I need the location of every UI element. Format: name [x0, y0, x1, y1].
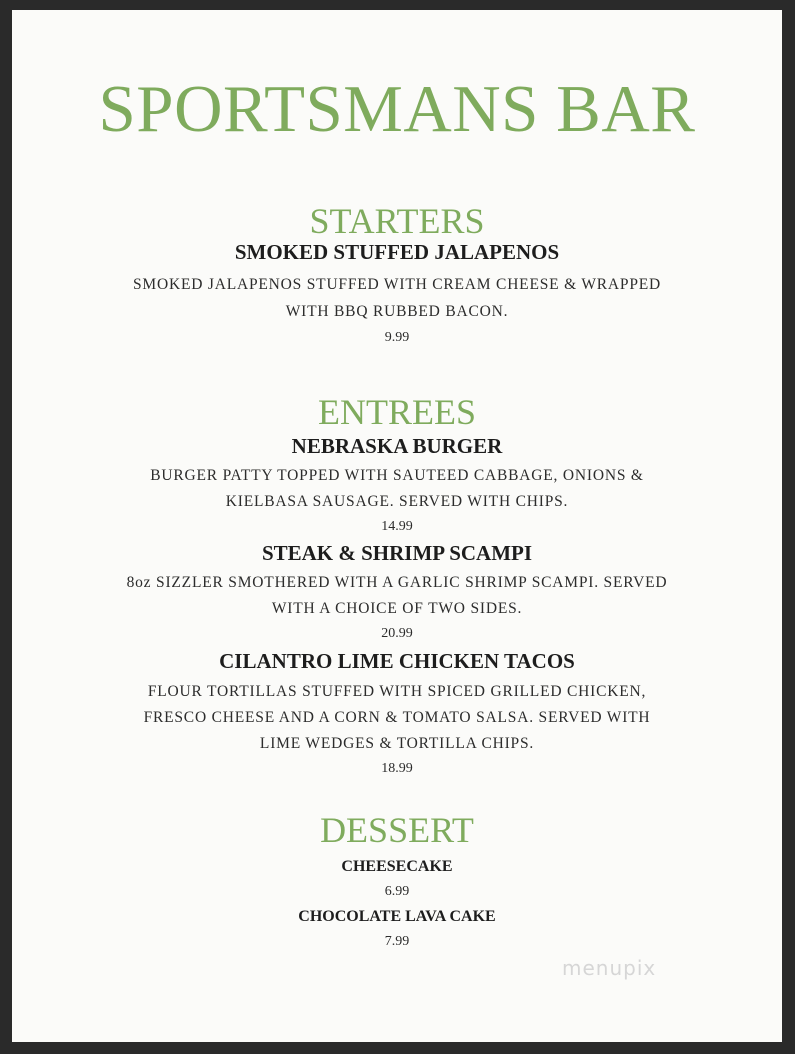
item-desc-line: BURGER PATTY TOPPED WITH SAUTEED CABBAGE, ONIONS & — [150, 467, 644, 484]
section-heading-entrees: ENTREES — [318, 392, 476, 432]
item-name-cilantro-lime-chicken-tacos: CILANTRO LIME CHICKEN TACOS — [219, 649, 575, 673]
item-name-cheesecake: CHEESECAKE — [341, 858, 453, 875]
item-name-steak-shrimp-scampi: STEAK & SHRIMP SCAMPI — [261, 541, 533, 565]
item-price: 20.99 — [381, 626, 413, 641]
item-desc-line: WITH A CHOICE OF TWO SIDES. — [271, 600, 523, 617]
item-desc-line: FRESCO CHEESE AND A CORN & TOMATO SALSA. SERVED WITH — [143, 709, 651, 726]
item-price: 6.99 — [384, 884, 410, 899]
item-price: 9.99 — [384, 330, 410, 345]
item-desc-line: WITH BBQ RUBBED BACON. — [285, 303, 509, 320]
item-name-smoked-stuffed-jalapenos: SMOKED STUFFED JALAPENOS — [234, 240, 560, 264]
restaurant-title: SPORTSMANS BAR — [98, 72, 696, 146]
item-name-chocolate-lava-cake: CHOCOLATE LAVA CAKE — [298, 908, 496, 925]
menupix-watermark: menupix — [562, 956, 657, 980]
item-price: 7.99 — [384, 934, 410, 949]
menu-sheet — [12, 10, 782, 1042]
section-heading-dessert: DESSERT — [320, 810, 474, 850]
item-desc-line: SMOKED JALAPENOS STUFFED WITH CREAM CHEESE & WRAPPED — [132, 276, 662, 293]
section-heading-starters: STARTERS — [309, 201, 485, 241]
item-desc-line: FLOUR TORTILLAS STUFFED WITH SPICED GRILLED CHICKEN, — [147, 683, 647, 700]
item-desc-line: 8oz SIZZLER SMOTHERED WITH A GARLIC SHRIMP SCAMPI. SERVED — [126, 574, 668, 591]
item-price: 14.99 — [381, 519, 413, 534]
item-price: 18.99 — [381, 761, 413, 776]
item-name-nebraska-burger: NEBRASKA BURGER — [291, 434, 503, 458]
item-desc-line: LIME WEDGES & TORTILLA CHIPS. — [259, 735, 535, 752]
item-desc-line: KIELBASA SAUSAGE. SERVED WITH CHIPS. — [225, 493, 569, 510]
